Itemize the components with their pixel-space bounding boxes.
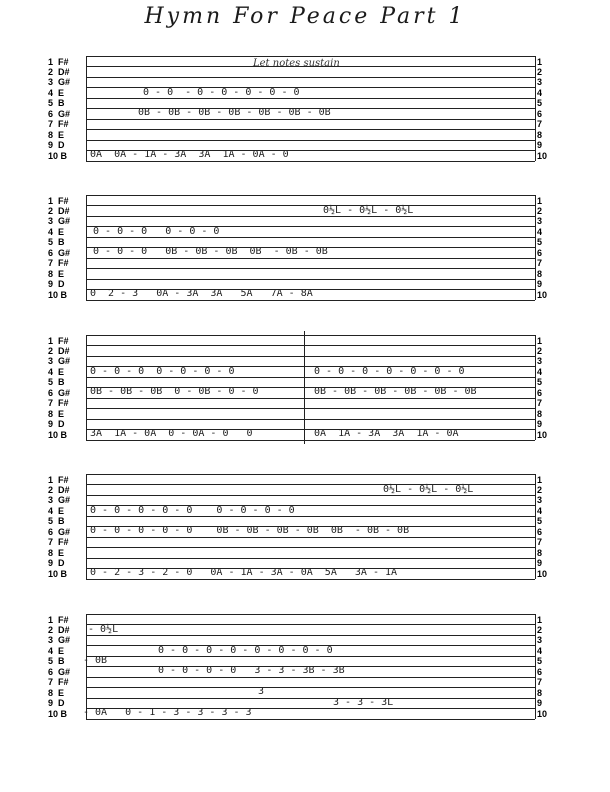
staff-line [86, 268, 535, 269]
string-label: 3 G# [48, 356, 71, 367]
string-label: 6 G# [48, 387, 71, 398]
string-number: 5 [537, 516, 543, 527]
staff-line [86, 624, 535, 625]
string-label: 2 D# [48, 205, 70, 216]
string-number: 3 [537, 635, 543, 646]
staff-line [86, 119, 535, 120]
string-label: 7 F# [48, 537, 69, 548]
string-label: 10 B [48, 708, 68, 719]
staff-line [86, 614, 535, 615]
staff-line [86, 56, 535, 57]
tab-notes-string-2: - 0½L [88, 623, 119, 635]
string-number: 8 [537, 687, 543, 698]
string-label: 6 G# [48, 666, 71, 677]
staff-line [86, 474, 535, 475]
string-number: 10 [537, 289, 548, 300]
tab-notes-string-5: - 0B [83, 655, 108, 666]
string-number: 5 [537, 237, 543, 248]
staff-line [86, 408, 535, 409]
tab-notes-string-9: 3 - 3 - 3L [333, 696, 394, 708]
tab-system-5 [48, 614, 550, 723]
string-label: 1 F# [48, 614, 69, 625]
staff-line [86, 377, 535, 378]
string-label: 5 B [48, 656, 65, 667]
string-number: 7 [537, 119, 543, 130]
string-label: 6 G# [48, 247, 71, 258]
string-number: 9 [537, 279, 543, 290]
string-label: 10 B [48, 568, 68, 579]
staff-end-bar [535, 56, 536, 161]
staff-line [86, 579, 535, 580]
tab-notes-string-10: 0A 1A - 3A 3A 1A - 0A [314, 428, 459, 440]
tab-notes-string-6: 0B - 0B - 0B 0 - 0B - 0 - 0 [90, 386, 259, 398]
string-number: 6 [537, 108, 543, 119]
tab-notes-string-2: 0½L - 0½L - 0½L [323, 204, 414, 216]
string-label: 9 D [48, 279, 65, 290]
string-label: 6 G# [48, 526, 71, 537]
string-number: 9 [537, 558, 543, 569]
string-label: 5 B [48, 377, 65, 388]
string-label: 2 D# [48, 66, 70, 77]
string-number: 7 [537, 258, 543, 269]
string-number: 5 [537, 98, 543, 109]
string-number: 6 [537, 387, 543, 398]
string-number: 4 [537, 366, 543, 377]
string-label: 7 F# [48, 258, 69, 269]
string-label: 2 D# [48, 484, 70, 495]
string-number: 2 [537, 66, 543, 77]
string-label: 9 D [48, 698, 65, 709]
string-label: 4 E [48, 226, 65, 237]
string-number: 3 [537, 216, 543, 227]
measure-bar [304, 331, 305, 444]
string-label: 8 E [48, 268, 65, 279]
string-label: 8 E [48, 547, 65, 558]
staff-line [86, 161, 535, 162]
tab-notes-string-6: 0 - 0 - 0 - 0 - 0 0B - 0B - 0B - 0B 0B - 0B - 0B [90, 525, 410, 537]
string-label: 4 E [48, 366, 65, 377]
string-number: 7 [537, 537, 543, 548]
staff-end-bar [535, 474, 536, 579]
string-number: 2 [537, 205, 543, 216]
string-number: 2 [537, 345, 543, 356]
string-label: 10 B [48, 289, 68, 300]
string-number: 1 [537, 474, 543, 485]
tab-notes-string-10: 3A 1A - 0A 0 - 0A - 0 0 [90, 428, 253, 440]
page-title: Hymn For Peace Part 1 [144, 4, 466, 29]
string-label: 2 D# [48, 624, 70, 635]
string-number: 3 [537, 356, 543, 367]
staff-end-bar [535, 614, 536, 719]
staff-line [86, 719, 535, 720]
tab-notes-string-8: 3 [258, 686, 265, 698]
staff-line [86, 279, 535, 280]
staff-line [86, 677, 535, 678]
staff-line [86, 77, 535, 78]
string-number: 5 [537, 656, 543, 667]
string-label: 2 D# [48, 345, 70, 356]
string-label: 8 E [48, 129, 65, 140]
string-label: 1 F# [48, 195, 69, 206]
tab-notes-string-10: 0 - 2 - 3 - 2 - 0 0A - 1A - 3A - 0A 5A 3A - 1A [90, 567, 398, 579]
staff-line [86, 398, 535, 399]
tab-notes-string-4: 0 - 0 - 0 0 - 0 - 0 - 0 [90, 365, 235, 377]
string-number: 7 [537, 398, 543, 409]
string-label: 10 B [48, 429, 68, 440]
string-number: 8 [537, 408, 543, 419]
string-number: 8 [537, 129, 543, 140]
staff-line [86, 698, 535, 699]
string-label: 9 D [48, 558, 65, 569]
string-label: 3 G# [48, 77, 71, 88]
staff-line [86, 98, 535, 99]
string-label: 7 F# [48, 398, 69, 409]
string-number: 10 [537, 150, 548, 161]
string-label: 8 E [48, 408, 65, 419]
string-number: 5 [537, 377, 543, 388]
staff-line [86, 129, 535, 130]
string-number: 1 [537, 335, 543, 346]
tab-notes-string-6: 0B - 0B - 0B - 0B - 0B - 0B [314, 386, 477, 398]
staff-line [86, 205, 535, 206]
tab-notes-string-4: 0 - 0 - 0 - 0 - 0 0 - 0 - 0 - 0 [90, 504, 295, 516]
string-number: 2 [537, 624, 543, 635]
string-number: 10 [537, 429, 548, 440]
string-number: 6 [537, 666, 543, 677]
staff-line [86, 216, 535, 217]
string-label: 7 F# [48, 119, 69, 130]
staff-end-bar [535, 335, 536, 440]
string-label: 3 G# [48, 635, 71, 646]
tab-notes-string-4: 0 - 0 - 0 - 0 - 0 - 0 - 0 [143, 86, 300, 98]
string-label: 6 G# [48, 108, 71, 119]
string-number: 4 [537, 505, 543, 516]
staff-line [86, 195, 535, 196]
staff-line [86, 237, 535, 238]
string-number: 8 [537, 547, 543, 558]
staff-line [86, 335, 535, 336]
string-number: 4 [537, 226, 543, 237]
string-number: 1 [537, 195, 543, 206]
string-number: 1 [537, 614, 543, 625]
string-label: 10 B [48, 150, 68, 161]
tab-notes-string-10: 0A 0A - 1A - 3A 3A 1A - 0A - 0 [90, 149, 289, 161]
tab-system-3 [48, 335, 550, 444]
string-label: 1 F# [48, 335, 69, 346]
string-label: 3 G# [48, 495, 71, 506]
tab-notes-string-4: 0 - 0 - 0 - 0 - 0 - 0 - 0 [314, 365, 465, 377]
staff-end-bar [535, 195, 536, 300]
sustain-annotation: Let notes sustain [253, 58, 340, 69]
staff-line [86, 495, 535, 496]
string-number: 9 [537, 140, 543, 151]
string-number: 8 [537, 268, 543, 279]
tab-notes-string-4: 0 - 0 - 0 - 0 - 0 - 0 - 0 - 0 [158, 644, 333, 656]
tab-system-1 [48, 56, 550, 165]
string-number: 3 [537, 77, 543, 88]
string-label: 9 D [48, 140, 65, 151]
string-label: 9 D [48, 419, 65, 430]
tab-notes-string-10: - 0A 0 - 1 - 3 - 3 - 3 - 3 [83, 707, 252, 719]
string-number: 4 [537, 645, 543, 656]
tab-notes-string-4: 0 - 0 - 0 0 - 0 - 0 [93, 225, 220, 237]
staff-line [86, 140, 535, 141]
string-label: 5 B [48, 98, 65, 109]
tab-notes-string-6: 0 - 0 - 0 - 0 3 - 3 - 3B - 3B [158, 665, 345, 677]
staff-line [86, 440, 535, 441]
staff-line [86, 547, 535, 548]
string-label: 7 F# [48, 677, 69, 688]
string-number: 7 [537, 677, 543, 688]
tab-notes-string-6: 0B - 0B - 0B - 0B - 0B - 0B - 0B [138, 107, 331, 119]
string-label: 4 E [48, 87, 65, 98]
string-number: 10 [537, 568, 548, 579]
string-label: 4 E [48, 505, 65, 516]
staff-line [86, 345, 535, 346]
tab-system-4 [48, 474, 550, 583]
staff-line [86, 356, 535, 357]
staff-line [86, 516, 535, 517]
staff-line [86, 558, 535, 559]
string-number: 6 [537, 247, 543, 258]
string-number: 10 [537, 708, 548, 719]
staff-line [86, 419, 535, 420]
tab-notes-string-2: 0½L - 0½L - 0½L [383, 483, 474, 495]
string-number: 9 [537, 698, 543, 709]
string-label: 1 F# [48, 474, 69, 485]
string-number: 4 [537, 87, 543, 98]
string-label: 5 B [48, 237, 65, 248]
string-number: 2 [537, 484, 543, 495]
string-label: 4 E [48, 645, 65, 656]
string-number: 3 [537, 495, 543, 506]
staff-line [86, 656, 535, 657]
tab-notes-string-6: 0 - 0 - 0 0B - 0B - 0B 0B - 0B - 0B [93, 246, 328, 258]
tab-notes-string-10: 0 2 - 3 0A - 3A 3A 5A 7A - 8A [90, 288, 313, 300]
tab-system-2 [48, 195, 550, 304]
staff-line [86, 537, 535, 538]
string-label: 8 E [48, 687, 65, 698]
string-label: 5 B [48, 516, 65, 527]
string-label: 3 G# [48, 216, 71, 227]
string-number: 9 [537, 419, 543, 430]
staff-line [86, 687, 535, 688]
string-number: 1 [537, 56, 543, 67]
staff-line [86, 258, 535, 259]
string-number: 6 [537, 526, 543, 537]
staff-line [86, 300, 535, 301]
string-label: 1 F# [48, 56, 69, 67]
staff-line [86, 635, 535, 636]
